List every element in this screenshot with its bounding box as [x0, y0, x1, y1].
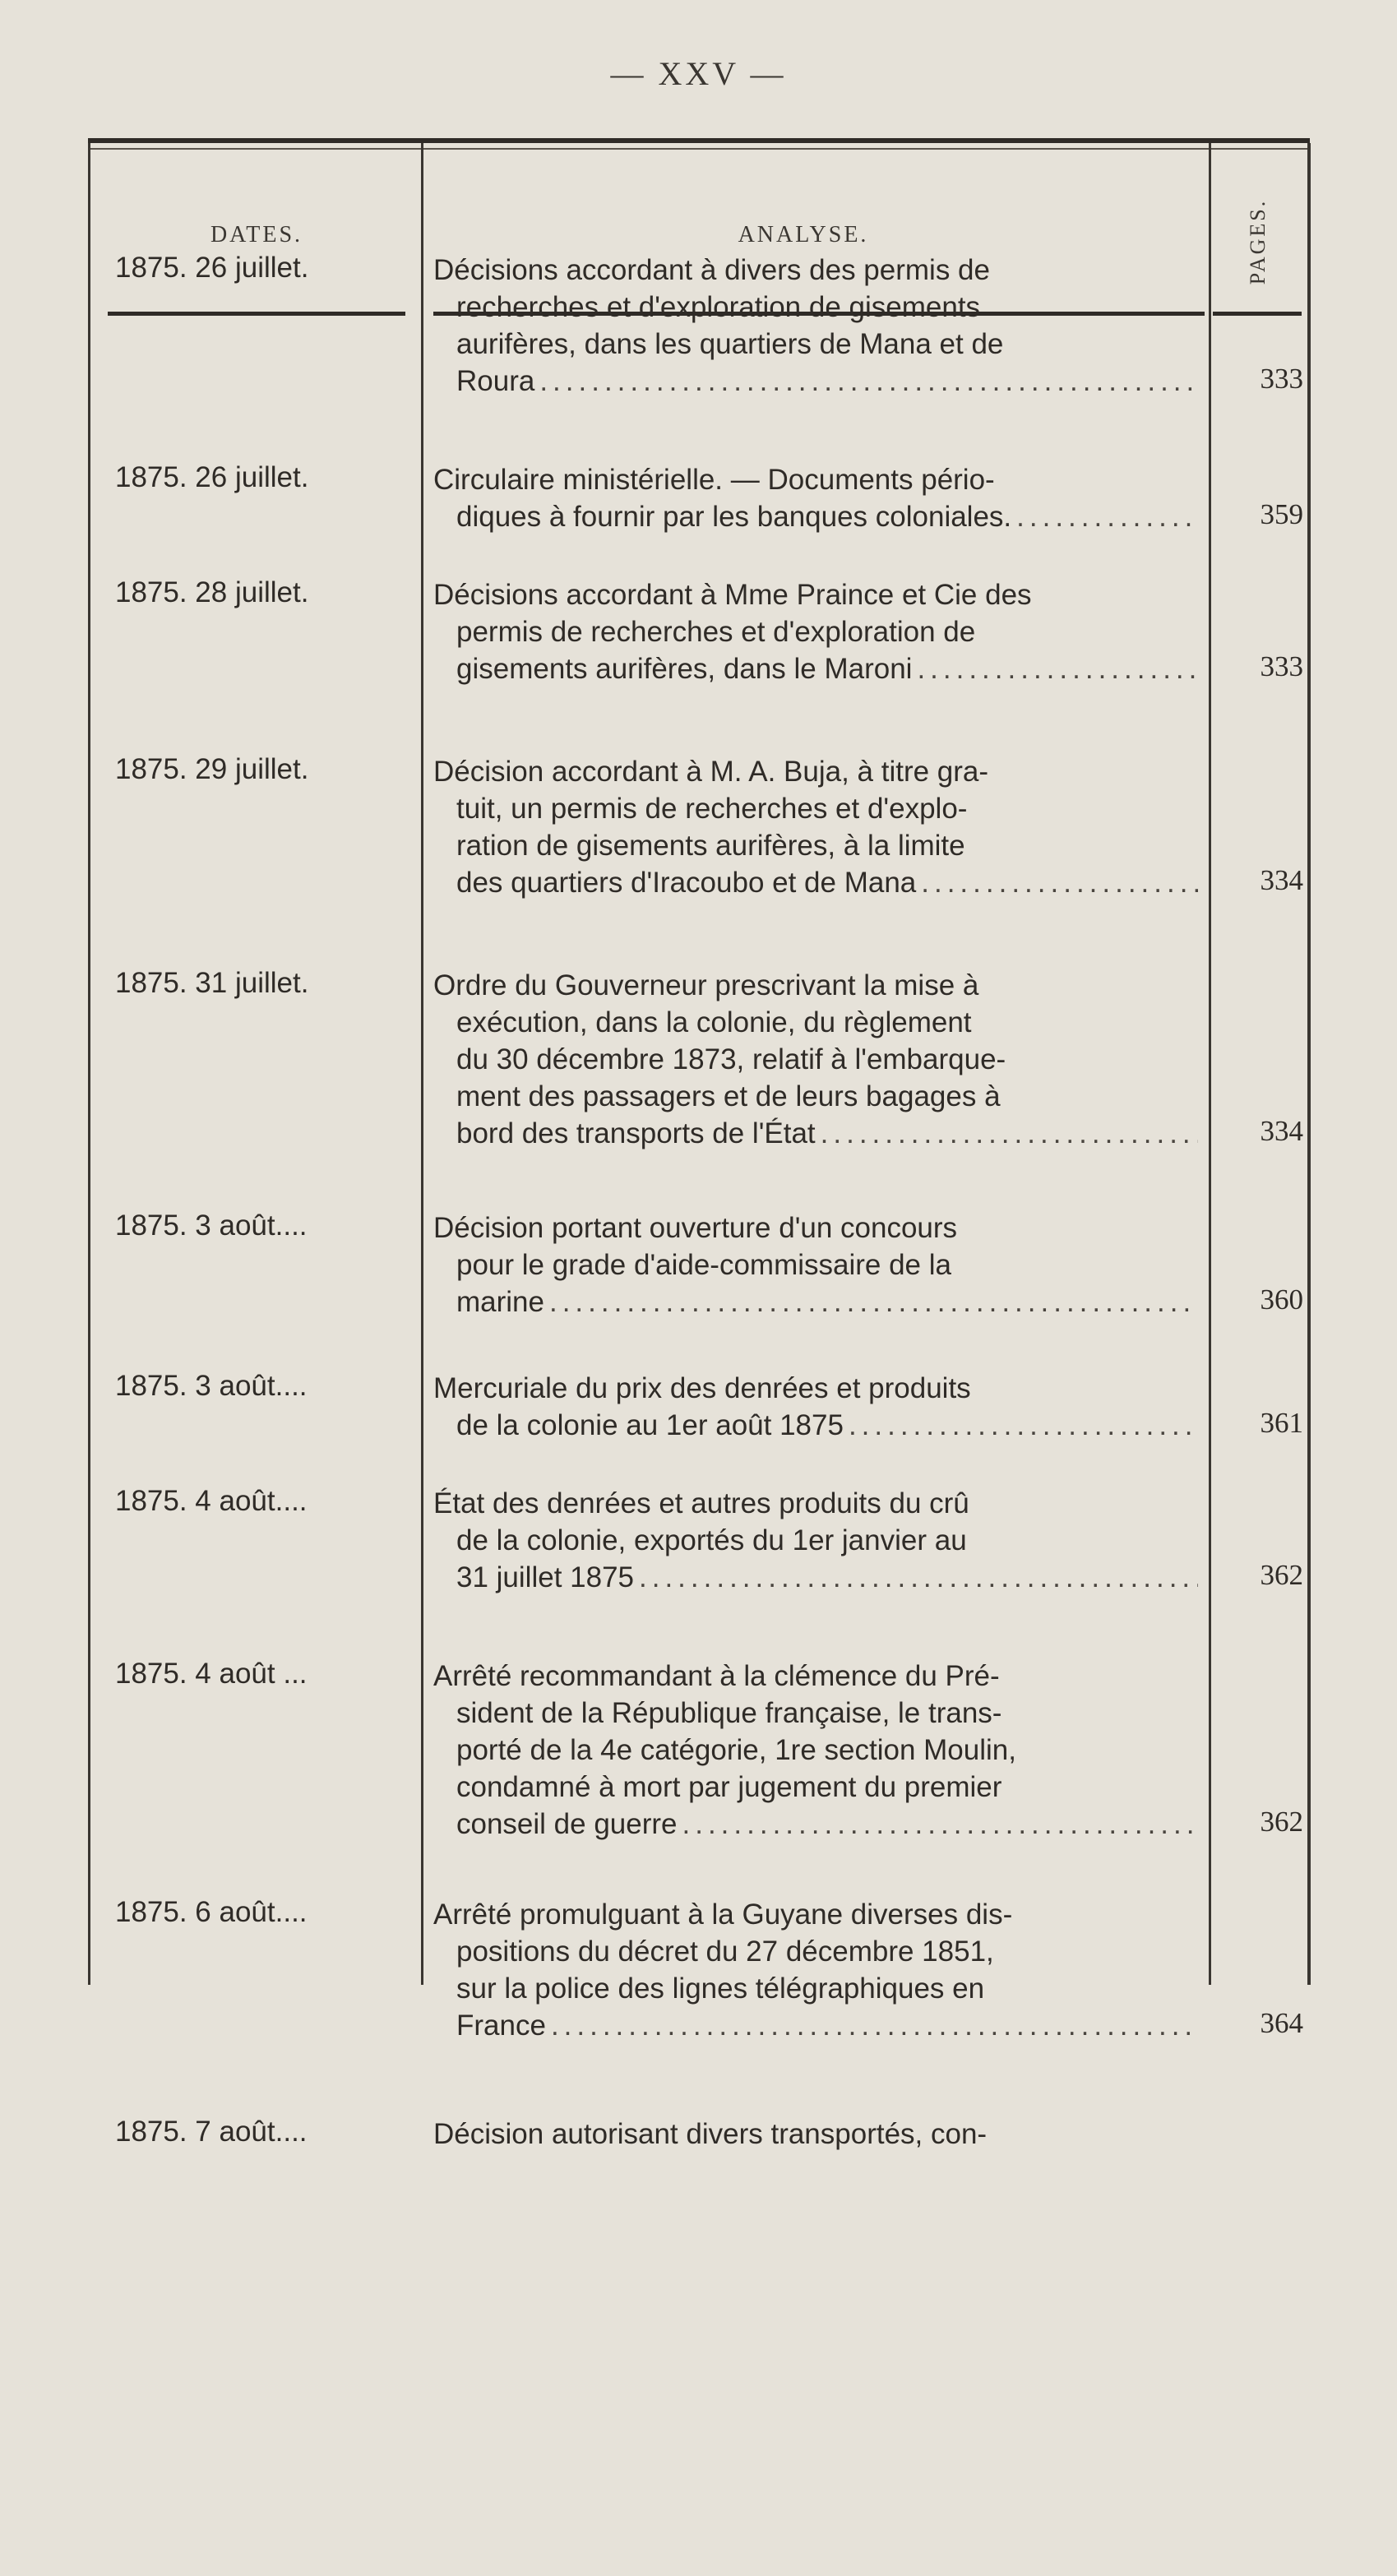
column-rule — [88, 143, 90, 1985]
analysis-line: bord des transports de l'État — [456, 1117, 816, 1149]
dot-leader — [539, 363, 1198, 400]
entry-date: 1875. 26 juillet. — [115, 252, 309, 284]
header-rule — [1213, 312, 1302, 316]
dot-leader — [917, 650, 1198, 687]
column-rule — [421, 143, 423, 1985]
analysis-line: diques à fournir par les banques coloniales. — [456, 501, 1012, 533]
page-number: 364 — [1260, 2007, 1303, 2039]
entry-date: 1875. 3 août.... — [115, 1209, 308, 1242]
analysis-line-leader — [427, 363, 1203, 400]
analysis-line: exécution, dans la colonie, du règlement — [456, 1006, 972, 1038]
analysis-line: sur la police des lignes télégraphiques en — [456, 1972, 985, 2005]
column-rule — [1209, 143, 1211, 1985]
index-table — [88, 138, 1310, 2150]
analysis-line: Décision accordant à M. A. Buja, à titre gra- — [433, 756, 989, 788]
entry-date: 1875. 26 juillet. — [115, 461, 309, 493]
analysis-line: ration de gisements aurifères, à la limite — [456, 830, 965, 862]
entry-analysis — [427, 1896, 1203, 2044]
entry-analysis — [427, 1485, 1203, 1596]
page-number: 361 — [1260, 1407, 1303, 1439]
running-head: — XXV — — [610, 55, 787, 92]
analysis-line: condamné à mort par jugement du premier — [456, 1771, 1002, 1803]
analysis-line-leader — [427, 1407, 1203, 1444]
entry-analysis — [427, 576, 1203, 687]
entry-date: 1875. 29 juillet. — [115, 753, 309, 785]
entry-date: 1875. 4 août.... — [115, 1485, 308, 1517]
analysis-line: de la colonie, exportés du 1er janvier au — [456, 1524, 967, 1556]
analysis-line-leader — [427, 1283, 1203, 1320]
analysis-line: du 30 décembre 1873, relatif à l'embarque- — [456, 1043, 1006, 1075]
dot-leader — [682, 1806, 1199, 1843]
analysis-line: marine — [456, 1286, 544, 1318]
page-number: 334 — [1260, 1115, 1303, 1147]
analysis-line: État des denrées et autres produits du crû — [433, 1487, 969, 1519]
analysis-line: Ordre du Gouverneur prescrivant la mise à — [433, 969, 979, 1001]
entry-analysis — [427, 461, 1203, 535]
page-number: 360 — [1260, 1283, 1303, 1316]
analysis-line: tuit, un permis de recherches et d'explo- — [456, 793, 968, 825]
analysis-line: recherches et d'exploration de gisements — [456, 291, 981, 323]
header-analysis: ANALYSE. — [738, 222, 869, 247]
analysis-line: des quartiers d'Iracoubo et de Mana — [456, 867, 917, 899]
entry-analysis — [427, 2116, 1203, 2153]
analysis-line: pour le grade d'aide-commissaire de la — [456, 1249, 951, 1281]
page-number: 362 — [1260, 1559, 1303, 1591]
analysis-line: de la colonie au 1er août 1875 — [456, 1409, 844, 1441]
dot-leader — [821, 1115, 1198, 1152]
analysis-line: Décision portant ouverture d'un concours — [433, 1212, 958, 1244]
analysis-line: Circulaire ministérielle. — Documents pério- — [433, 464, 995, 496]
analysis-line: permis de recherches et d'exploration de — [456, 616, 976, 648]
entry-date: 1875. 4 août ... — [115, 1658, 308, 1690]
analysis-line-leader — [427, 1115, 1203, 1152]
entry-date: 1875. 28 juillet. — [115, 576, 309, 608]
entry-date: 1875. 7 août.... — [115, 2116, 308, 2148]
column-rule — [1307, 143, 1311, 1985]
analysis-line: sident de la République française, le trans- — [456, 1697, 1002, 1729]
analysis-line: Arrêté promulguant à la Guyane diverses dis- — [433, 1898, 1013, 1931]
entry-analysis — [427, 967, 1203, 1152]
page-number: 333 — [1260, 650, 1303, 682]
dot-leader — [1016, 498, 1198, 535]
analysis-line: Décision autorisant divers transportés, con- — [433, 2118, 988, 2150]
analysis-line: Décisions accordant à divers des permis de — [433, 254, 990, 286]
analysis-line: conseil de guerre — [456, 1808, 678, 1840]
analysis-line: Roura — [456, 365, 535, 397]
analysis-line-leader — [427, 1559, 1203, 1596]
page-number: 333 — [1260, 363, 1303, 395]
page-number: 334 — [1260, 864, 1303, 896]
analysis-line: gisements aurifères, dans le Maroni — [456, 653, 913, 685]
header-rule — [108, 312, 405, 316]
entry-analysis — [427, 1209, 1203, 1320]
dot-leader — [849, 1407, 1198, 1444]
analysis-line-leader — [427, 2007, 1203, 2044]
header-pages: PAGES. — [1246, 198, 1270, 285]
analysis-line: Décisions accordant à Mme Praince et Cie des — [433, 579, 1032, 611]
entry-analysis — [427, 1370, 1203, 1444]
analysis-line: aurifères, dans les quartiers de Mana et de — [456, 328, 1004, 360]
page-number: 362 — [1260, 1806, 1303, 1838]
entry-date: 1875. 3 août.... — [115, 1370, 308, 1402]
analysis-line-leader — [427, 864, 1203, 901]
analysis-line: 31 juillet 1875 — [456, 1561, 634, 1593]
analysis-line: ment des passagers et de leurs bagages à — [456, 1080, 1001, 1112]
dot-leader — [549, 1283, 1198, 1320]
analysis-line-leader — [427, 498, 1203, 535]
analysis-line-leader — [427, 650, 1203, 687]
entry-analysis — [427, 252, 1203, 400]
analysis-line: Mercuriale du prix des denrées et produits — [433, 1372, 971, 1404]
analysis-line: porté de la 4e catégorie, 1re section Moulin, — [456, 1734, 1016, 1766]
entry-analysis — [427, 1658, 1203, 1843]
entry-analysis — [427, 753, 1203, 901]
analysis-line-leader — [427, 1806, 1203, 1843]
dot-leader — [551, 2007, 1198, 2044]
page-number: 359 — [1260, 498, 1303, 530]
dot-leader — [921, 864, 1198, 901]
entry-date: 1875. 6 août.... — [115, 1896, 308, 1928]
analysis-line: Arrêté recommandant à la clémence du Pré- — [433, 1660, 1000, 1692]
analysis-line: positions du décret du 27 décembre 1851, — [456, 1935, 994, 1968]
dot-leader — [639, 1559, 1198, 1596]
entry-date: 1875. 31 juillet. — [115, 967, 309, 999]
analysis-line: France — [456, 2009, 546, 2042]
header-dates: DATES. — [210, 222, 303, 247]
header-pages-cell — [1221, 168, 1295, 316]
